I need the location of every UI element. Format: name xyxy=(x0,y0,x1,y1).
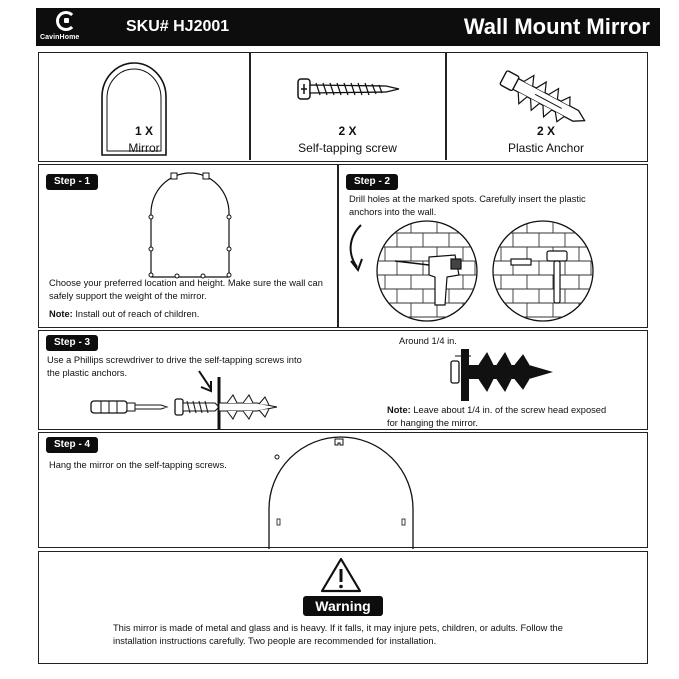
hung-mirror-icon xyxy=(267,435,417,549)
screwdriver-assembly-icon xyxy=(87,367,323,429)
parts-list xyxy=(38,52,648,162)
sku-label: SKU# HJ2001 xyxy=(126,18,230,35)
brand-name: CavinHome xyxy=(40,34,80,41)
part-anchor xyxy=(446,53,646,160)
step-2-badge: Step - 2 xyxy=(346,174,398,190)
part-name: Plastic Anchor xyxy=(507,141,585,155)
wall-mirror-outline-icon xyxy=(147,171,233,279)
step-4-panel xyxy=(38,432,648,548)
note-text: Install out of reach of children. xyxy=(72,309,200,319)
plastic-anchor-icon xyxy=(494,67,594,131)
note-text: Leave about 1/4 in. of the screw head exposed for hanging the mirror. xyxy=(387,405,607,428)
step-4-badge: Step - 4 xyxy=(46,437,98,453)
step-1-badge: Step - 1 xyxy=(46,174,98,190)
screw-icon xyxy=(296,75,401,103)
curved-arrow-icon xyxy=(343,223,373,273)
part-qty: 1 X xyxy=(134,124,153,138)
step-1-text: Choose your preferred location and height. Make sure the wall can safely support the weight of the mirror. xyxy=(49,278,323,301)
header-bar xyxy=(36,8,660,46)
step-3-callout: Around 1/4 in. xyxy=(399,336,457,346)
step-4-text: Hang the mirror on the self-tapping screws. xyxy=(49,460,227,470)
warning-panel xyxy=(38,551,648,664)
warning-label: Warning xyxy=(303,596,383,616)
part-screw xyxy=(250,53,445,160)
part-name: Mirror xyxy=(128,141,160,155)
note-label: Note: xyxy=(387,405,411,415)
step-3-badge: Step - 3 xyxy=(46,335,98,351)
drilling-wall-icon xyxy=(375,219,479,323)
part-qty: 2 X xyxy=(338,124,357,138)
hammering-anchor-icon xyxy=(491,219,595,323)
installed-screw-anchor-icon xyxy=(449,345,559,401)
steps-1-2-panel xyxy=(38,164,648,328)
note-label: Note: xyxy=(49,309,73,319)
step-3-panel xyxy=(38,330,648,430)
page-title: Wall Mount Mirror xyxy=(463,14,650,39)
part-qty: 2 X xyxy=(536,124,555,138)
warning-triangle-icon xyxy=(320,557,362,593)
part-mirror xyxy=(39,53,249,160)
warning-text: This mirror is made of metal and glass and is heavy. If it falls, it may injure pets, children, or adults. Follow the installation instructions carefully. Two people are recommended for installation. xyxy=(113,623,563,646)
step-1-note xyxy=(49,308,329,321)
step-3-text: Use a Phillips screwdriver to drive the self-tapping screws into the plastic anchors. xyxy=(47,355,302,378)
step-3-note xyxy=(387,404,617,430)
part-name: Self-tapping screw xyxy=(298,141,397,155)
brand-logo xyxy=(36,8,96,46)
logo-mark-icon xyxy=(56,11,76,31)
divider xyxy=(337,165,339,327)
step-2-text: Drill holes at the marked spots. Carefully insert the plastic anchors into the wall. xyxy=(349,194,586,217)
